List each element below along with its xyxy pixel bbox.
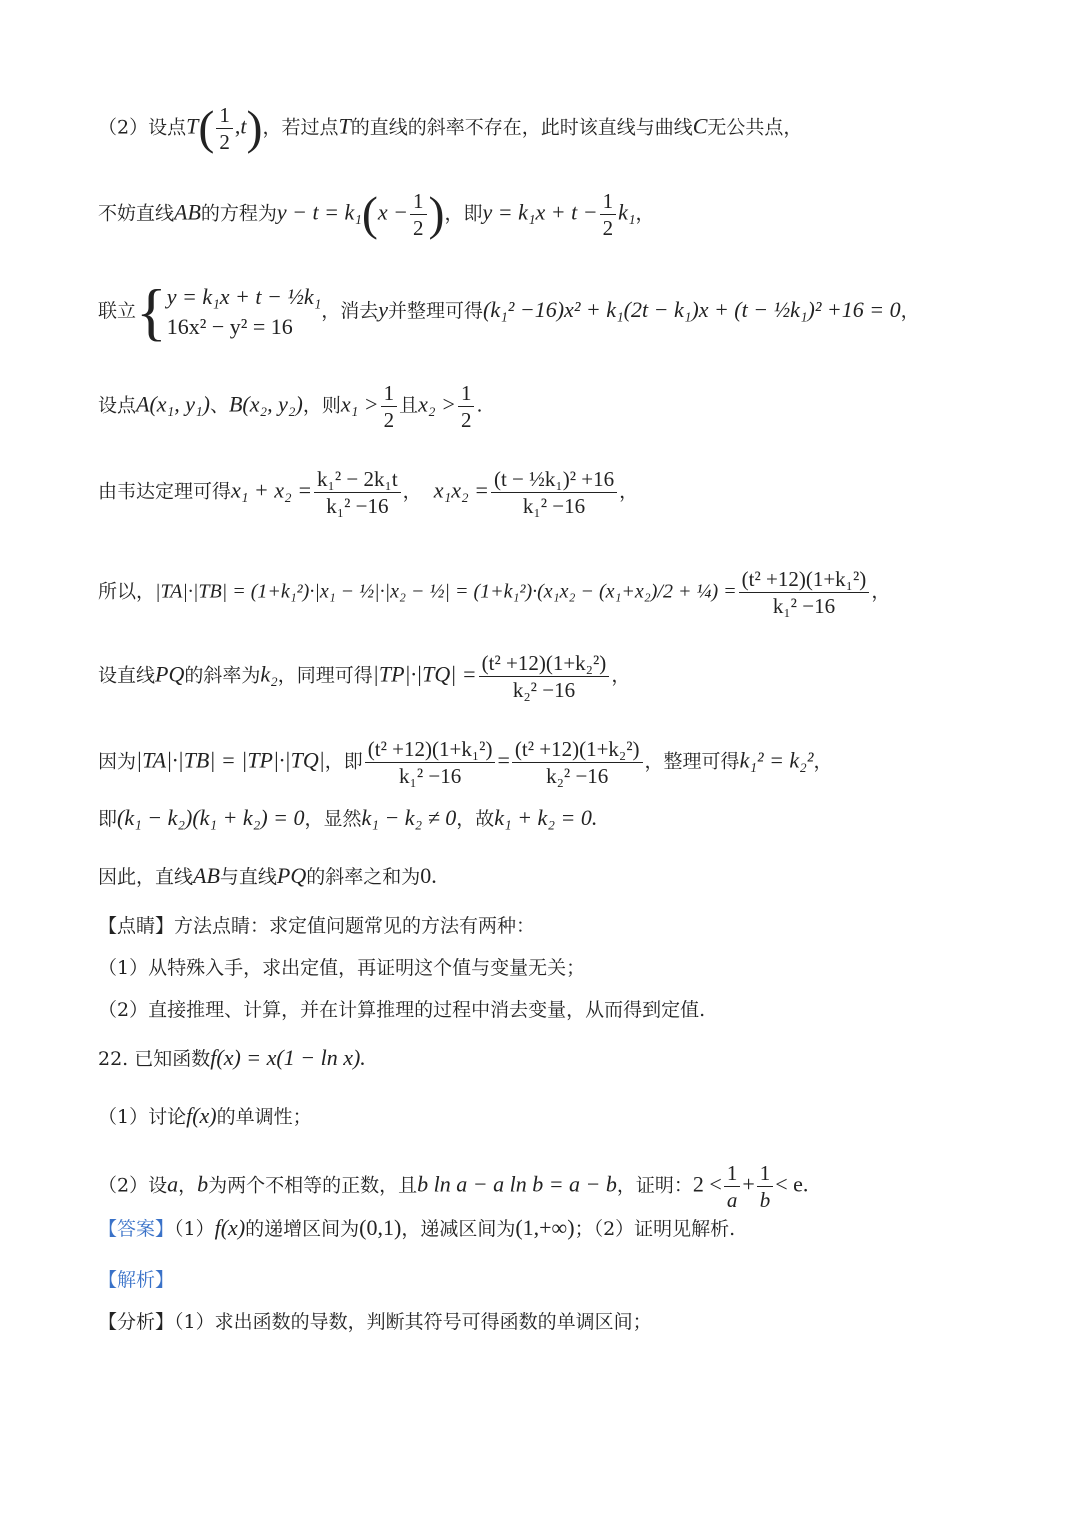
- math-T: T: [186, 113, 199, 139]
- line-8: 因为|TA|·|TB| = |TP|·|TQ|，即 $\frac{\text{(t² +12)(1+k₁²)}}{\text{k₁² −16}}$ = $\frac{\text{(t² +12)(1+k₂²)}}{\text{k₂² −16}}$ ，整理可得k₁² = k₂²，: [98, 737, 833, 788]
- slope-form: y = k₁x + t −: [482, 199, 598, 225]
- line-4: 设点A(x₁, y₁)、B(x₂, y₂)，则x₁ > $\frac{1}{2}$ 且x₂ > $\frac{1}{2}$ .: [98, 381, 483, 432]
- line-2: 不妨直线AB的方程为y − t = k₁(x − $\frac{1}{2}$ )，即y = k₁x + t − $\frac{1}{2}$ k₁，: [98, 187, 655, 241]
- line-6: 所以，|TA|·|TB| = (1+k₁²)·|x₁ − ½|·|x₂ − ½| = (1+k₁²)·(x₁x₂ − (x₁+x₂)/2 + ¼) = $\frac{\text{(t² +12)(1+k₁²)}}{\text{k₁² −16}}$ ，: [98, 567, 891, 618]
- line-3-system: 联立{ y = k₁x + t − ½k₁ 16x² − y² = 16 ，消去y并整理可得(k₁² −16)x² + k₁(2t − k₁)x + (t − ½k₁)² +16 = 0，: [98, 276, 920, 347]
- remark-point-1: （1）从特殊入手，求出定值，再证明这个值与变量无关；: [98, 957, 586, 979]
- line-10: 因此，直线AB与直线PQ的斜率之和为0.: [98, 863, 437, 888]
- problem-22: 22. 已知函数f(x) = x(1 − ln x).: [98, 1045, 366, 1070]
- sum-fraction: $\frac{\text{k₁² − 2k₁t}}{\text{k₁² −16}}$: [314, 466, 401, 519]
- answer-line: 【答案】（1）f(x)的递增区间为(0,1)，递减区间为(1,+∞)；（2）证明见解析.: [98, 1215, 736, 1240]
- problem-22-part-2: （2）设a，b为两个不相等的正数，且b ln a − a ln b = a − b，证明：2 < $\frac{1}{a}$ + $\frac{1}{b}$ < e.: [98, 1161, 809, 1212]
- analysis-line: 【分析】（1）求出函数的导数，判断其符号可得函数的单调区间；: [98, 1311, 652, 1333]
- problem-22-part-1: （1）讨论f(x)的单调性；: [98, 1103, 312, 1128]
- line-equation: y − t = k₁: [276, 199, 362, 225]
- line-7: 设直线PQ的斜率为k₂，同理可得|TP|·|TQ| = $\frac{\text{(t² +12)(1+k₂²)}}{\text{k₂² −16}}$ ，: [98, 651, 631, 702]
- answer-tag: 【答案】: [98, 1218, 175, 1240]
- remark-point-2: （2）直接推理、计算，并在计算推理的过程中消去变量，从而得到定值.: [98, 999, 706, 1021]
- result-fraction: $\frac{\text{(t² +12)(1+k₁²)}}{\text{k₁² −16}}$: [739, 566, 870, 619]
- analysis-tag: 【解析】: [98, 1269, 175, 1291]
- product-fraction: $\frac{\text{(t − ½k₁)² +16}}{\text{k₁² −16}}$: [491, 466, 617, 519]
- equation-system: y = k₁x + t − ½k₁ 16x² − y² = 16: [166, 284, 322, 339]
- line-1: （2）设点T( $\frac{1}{2}$ ,t)，若过点T的直线的斜率不存在，此时该直线与曲线C无公共点，: [98, 101, 803, 155]
- fraction-half: $\frac{1}{2}$: [216, 102, 233, 155]
- text: （2）设点: [98, 116, 187, 139]
- line-9: 即(k₁ − k₂)(k₁ + k₂) = 0，显然k₁ − k₂ ≠ 0，故k₁ + k₂ = 0.: [98, 805, 598, 830]
- remark-heading: 【点睛】方法点睛：求定值问题常见的方法有两种：: [98, 915, 536, 937]
- line-5-vieta: 由韦达定理可得x₁ + x₂ = $\frac{\text{k₁² − 2k₁t}}{\text{k₁² −16}}$ ， x₁x₂ = $\frac{\text{(t − ½k₁)² +16}}{\text{k₁² −16}}$ ，: [98, 467, 639, 518]
- quadratic-equation: (k₁² −16)x² + k₁(2t − k₁)x + (t − ½k₁)² +16 = 0: [483, 297, 901, 322]
